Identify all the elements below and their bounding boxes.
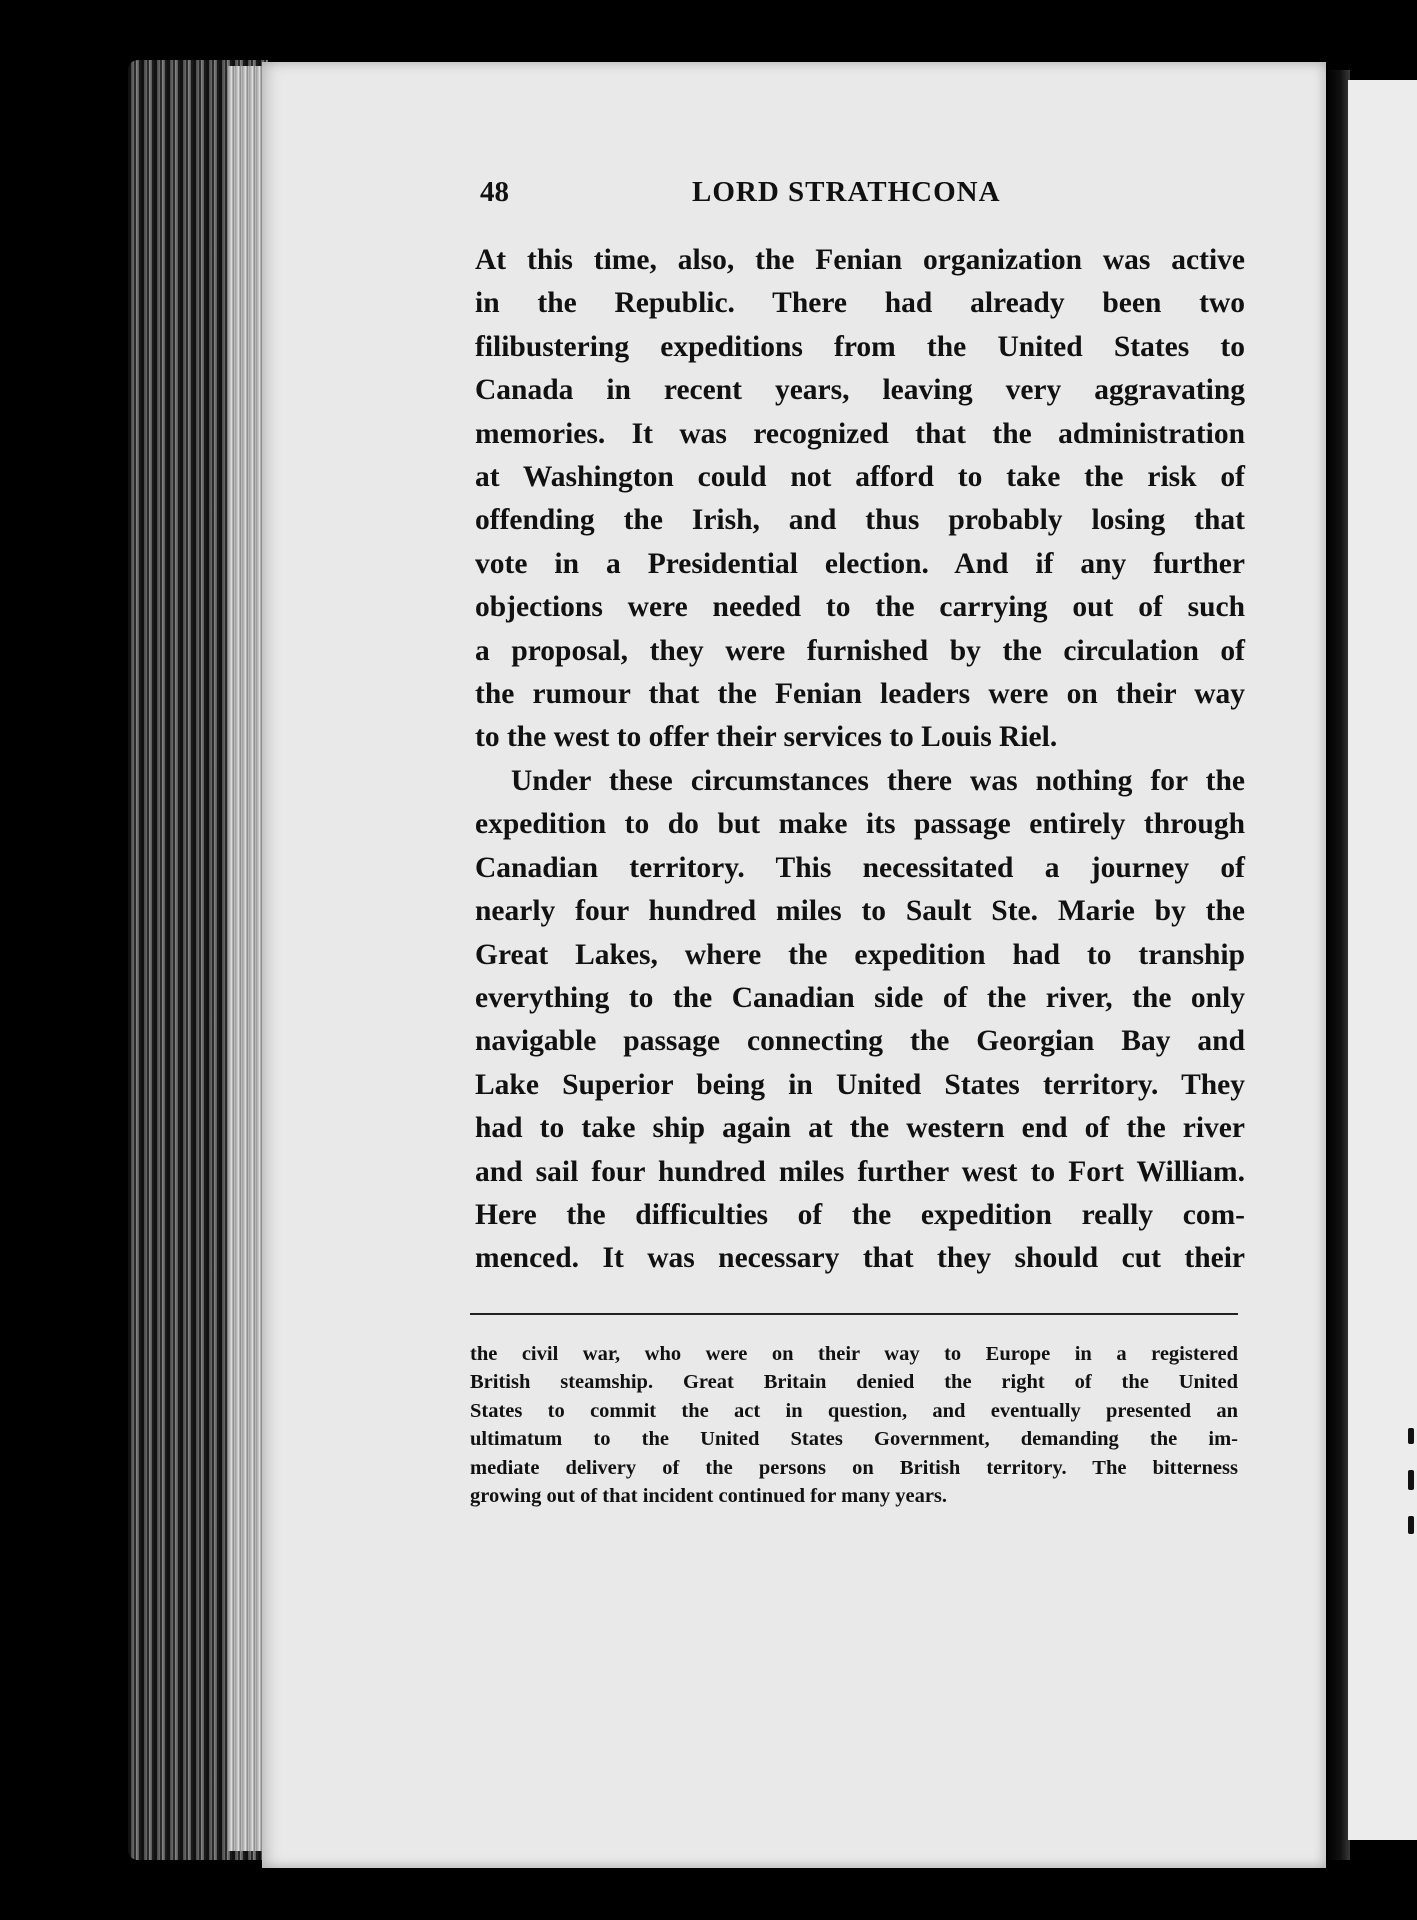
text-line: menced. It was necessary that they should cut their	[475, 1242, 1245, 1275]
facing-page	[1348, 80, 1417, 1840]
facing-page-text-fragment	[1408, 1516, 1414, 1534]
text-line: everything to the Canadian side of the river, the only	[475, 981, 1245, 1014]
paragraph-2	[475, 760, 1245, 1281]
page-number: 48	[480, 176, 509, 208]
text-line: Great Lakes, where the expedition had to tranship	[475, 938, 1245, 971]
footnote-line: growing out of that incident continued for many years.	[470, 1485, 948, 1508]
text-line: offending the Irish, and thus probably losing that	[475, 504, 1245, 537]
footnote-line: States to commit the act in question, and eventually presented an	[470, 1399, 1238, 1422]
text-line: At this time, also, the Fenian organization was active	[475, 244, 1245, 276]
body-text	[475, 239, 1245, 1281]
text-line: to the west to offer their services to Louis Riel.	[475, 721, 1058, 754]
text-line: expedition to do but make its passage entirely through	[475, 808, 1245, 841]
text-line: memories. It was recognized that the administration	[475, 417, 1245, 450]
text-line: the rumour that the Fenian leaders were on their way	[475, 678, 1245, 711]
text-line: at Washington could not afford to take the risk of	[475, 461, 1245, 494]
text-line: Lake Superior being in United States territory. They	[475, 1068, 1245, 1101]
facing-page-text-fragment	[1408, 1470, 1414, 1490]
text-line: a proposal, they were furnished by the circulation of	[475, 634, 1245, 667]
footnote-rule	[470, 1313, 1238, 1315]
text-line: Under these circumstances there was nothing for the	[511, 764, 1245, 797]
running-head	[480, 176, 1240, 220]
book-gutter	[1326, 70, 1350, 1860]
text-line: and sail four hundred miles further west to Fort William.	[475, 1155, 1245, 1188]
text-line: in the Republic. There had already been two	[475, 287, 1245, 320]
text-line: had to take ship again at the western end of the river	[475, 1112, 1245, 1145]
text-line: Canadian territory. This necessitated a journey of	[475, 851, 1245, 884]
footnote-line: the civil war, who were on their way to Europe in a registered	[470, 1343, 1238, 1365]
footnote-line: ultimatum to the United States Government, demanding the im-	[470, 1428, 1238, 1451]
footnote	[470, 1340, 1238, 1510]
footnote-line: British steamship. Great Britain denied the right of the United	[470, 1371, 1238, 1394]
text-line: Canada in recent years, leaving very aggravating	[475, 374, 1245, 407]
paragraph-1	[475, 239, 1245, 760]
text-line: filibustering expeditions from the United States to	[475, 330, 1245, 363]
text-line: objections were needed to the carrying out of such	[475, 591, 1245, 624]
text-line: Here the difficulties of the expedition really com-	[475, 1198, 1245, 1231]
text-line: navigable passage connecting the Georgian Bay and	[475, 1025, 1245, 1058]
text-line: nearly four hundred miles to Sault Ste. Marie by the	[475, 895, 1245, 928]
text-line: vote in a Presidential election. And if any further	[475, 547, 1245, 580]
footnote-line: mediate delivery of the persons on British territory. The bitterness	[470, 1456, 1238, 1479]
facing-page-text-fragment	[1408, 1428, 1414, 1444]
running-title: LORD STRATHCONA	[692, 176, 1001, 208]
